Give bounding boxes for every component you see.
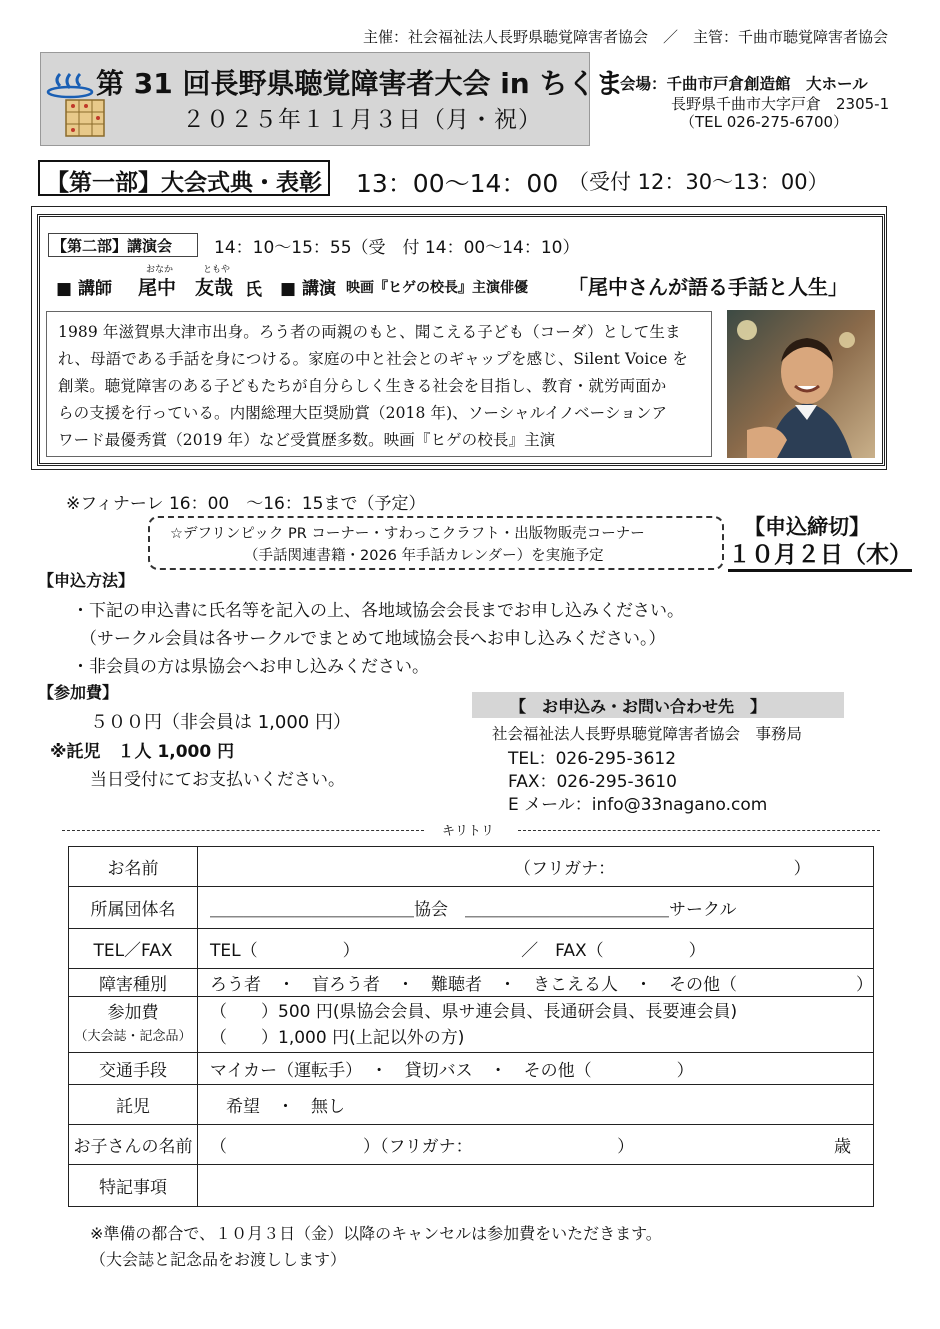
form-row-telfax — [69, 929, 874, 969]
form-label: 交通手段 — [69, 1053, 198, 1085]
notes-field[interactable] — [198, 1165, 874, 1207]
apply-heading: 【申込方法】 — [38, 571, 135, 590]
application-form — [68, 846, 874, 1207]
footnote-gift: （大会誌と記念品をお渡しします） — [90, 1250, 347, 1269]
contact-org: 社会福祉法人長野県聴覚障害者協会 事務局 — [492, 725, 803, 743]
apply-line: ・下記の申込書に氏名等を記入の上、各地域協会会長までお申し込みください。 — [72, 601, 684, 621]
transport-field[interactable]: マイカー（運転手） ・ 貸切バス ・ その他（ ） — [198, 1053, 874, 1085]
part1-label: 【第一部】大会式典・表彰 — [46, 170, 322, 196]
form-row-notes — [69, 1165, 874, 1207]
venue-address: 長野県千曲市大字戸倉 2305-1 — [671, 95, 890, 113]
form-row-disability — [69, 969, 874, 997]
part1-time: 13：00～14：00 — [356, 169, 559, 198]
bio-line: 創業。聴覚障害のある子どもたちが自分らしく生きる社会を目指し、教育・就労両面か — [58, 377, 667, 395]
child-name-field[interactable] — [198, 1125, 874, 1165]
lecturer-photo — [727, 310, 875, 458]
fee-note: 当日受付にてお支払いください。 — [90, 770, 345, 790]
part2-label: 【第二部】講演会 — [52, 237, 173, 255]
form-label: 障害種別 — [69, 969, 198, 997]
form-row-fee — [69, 997, 874, 1053]
form-row-child-name — [69, 1125, 874, 1165]
fee-option-member[interactable]: （ ）500 円(県協会会員、県サ連会員、長通研会員、長要連会員) — [210, 1001, 738, 1022]
child-name-value[interactable]: （ ）（フリガナ： ） — [210, 1137, 635, 1157]
age-suffix: 歳 — [834, 1137, 851, 1157]
apply-line: ・非会員の方は県協会へお申し込みください。 — [72, 657, 429, 677]
footnote-cancel: ※準備の都合で、１０月３日（金）以降のキャンセルは参加費をいただきます。 — [90, 1224, 662, 1243]
contact-fax: FAX：026-295-3610 — [508, 772, 677, 792]
ruby-family: おなか — [146, 265, 174, 275]
fee-amount: ５００円（非会員は 1,000 円） — [90, 712, 351, 733]
lecture-subtitle: 映画『ヒゲの校長』主演俳優 — [346, 280, 528, 296]
fee-childcare: ※託児 １人 1,000 円 — [50, 742, 235, 762]
form-label: 特記事項 — [69, 1165, 198, 1207]
disability-field[interactable]: ろう者 ・ 盲ろう者 ・ 難聴者 ・ きこえる人 ・ その他（ ） — [198, 969, 874, 997]
form-row-group — [69, 887, 874, 929]
lecturer-prefix: ■ 講師 — [56, 279, 112, 299]
apply-line: （サークル会員は各サークルでまとめて地域協会長へお申し込みください。） — [80, 629, 666, 649]
deadline-date: １０月２日（木） — [728, 541, 912, 572]
fee-label-cell — [69, 997, 198, 1053]
contact-heading: 【 お申込み・お問い合わせ先 】 — [510, 697, 767, 716]
form-label: 所属団体名 — [69, 887, 198, 929]
group-field[interactable]: ＿＿＿＿＿＿＿＿＿＿＿＿協会 ＿＿＿＿＿＿＿＿＿＿＿＿サークル — [198, 887, 874, 929]
ruby-given: ともや — [203, 265, 231, 275]
childcare-field[interactable]: 希望 ・ 無し — [198, 1085, 874, 1125]
contact-email: E メール：info@33nagano.com — [508, 795, 768, 815]
part2-time: 14：10～15：55（受 付 14：00～14：10） — [214, 238, 580, 258]
lecture-title: 「尾中さんが語る手話と人生」 — [568, 275, 848, 299]
form-label: お名前 — [69, 847, 198, 887]
fee-field[interactable] — [198, 997, 874, 1053]
form-label: 託児 — [69, 1085, 198, 1125]
contact-tel: TEL：026-295-3612 — [508, 749, 677, 769]
bio-line: ワード最優秀賞（2019 年）など受賞歴多数。映画『ヒゲの校長』主演 — [58, 431, 556, 449]
form-row-name — [69, 847, 874, 887]
finale-note: ※フィナーレ 16：00 ～16：15まで（予定） — [66, 494, 426, 514]
deadline-label: 【申込締切】 — [744, 515, 870, 539]
organizers-line: 主催：社会福祉法人長野県聴覚障害者協会 ／ 主管：千曲市聴覚障害者協会 — [362, 28, 888, 46]
telfax-field[interactable]: TEL（ ） ／ FAX（ ） — [198, 929, 874, 969]
form-label: 参加費 — [107, 1002, 159, 1023]
cut-label: キリトリ — [442, 824, 495, 839]
lecturer-suffix: 氏 — [245, 280, 262, 300]
bio-line: 1989 年滋賀県大津市出身。ろう者の両親のもと、聞こえる子ども（コーダ）として生ま — [58, 323, 681, 341]
bio-line: らの支援を行っている。内閣総理大臣奨励賞（2018 年)、ソーシャルイノベーションア — [58, 404, 668, 422]
venue-tel: （TEL 026-275-6700） — [680, 113, 849, 131]
lecturer-name: 尾中 友哉 — [138, 277, 234, 299]
form-row-childcare — [69, 1085, 874, 1125]
form-label: TEL／FAX — [69, 929, 198, 969]
event-date: ２０２５年１１月３日（月・祝） — [182, 107, 542, 133]
bio-line: れ、母語である手話を身につける。家庭の中と社会とのギャップを感じ、Silent Voice を — [58, 350, 689, 368]
lecture-prefix: ■ 講演 — [280, 279, 336, 299]
fee-option-nonmember[interactable]: （ ）1,000 円(上記以外の方) — [210, 1027, 465, 1048]
name-field[interactable]: （フリガナ： ） — [198, 847, 874, 887]
venue-name: 会場：千曲市戸倉創造館 大ホール — [620, 75, 868, 93]
fee-heading: 【参加費】 — [38, 683, 119, 702]
corners-line2: （手話関連書籍・2026 年手話カレンダー）を実施予定 — [244, 548, 604, 564]
cut-line-left — [62, 830, 424, 831]
part1-reception: （受付 12：30～13：00） — [568, 170, 829, 194]
event-title: 第 31 回長野県聴覚障害者大会 in ちくま — [96, 67, 624, 100]
corners-line1: ☆デフリンピック PR コーナー・すわっこクラフト・出版物販売コーナー — [170, 526, 645, 542]
form-label-small: （大会誌・記念品） — [74, 1028, 192, 1044]
form-label: お子さんの名前 — [69, 1125, 198, 1165]
form-row-transport — [69, 1053, 874, 1085]
cut-line-right — [518, 830, 880, 831]
